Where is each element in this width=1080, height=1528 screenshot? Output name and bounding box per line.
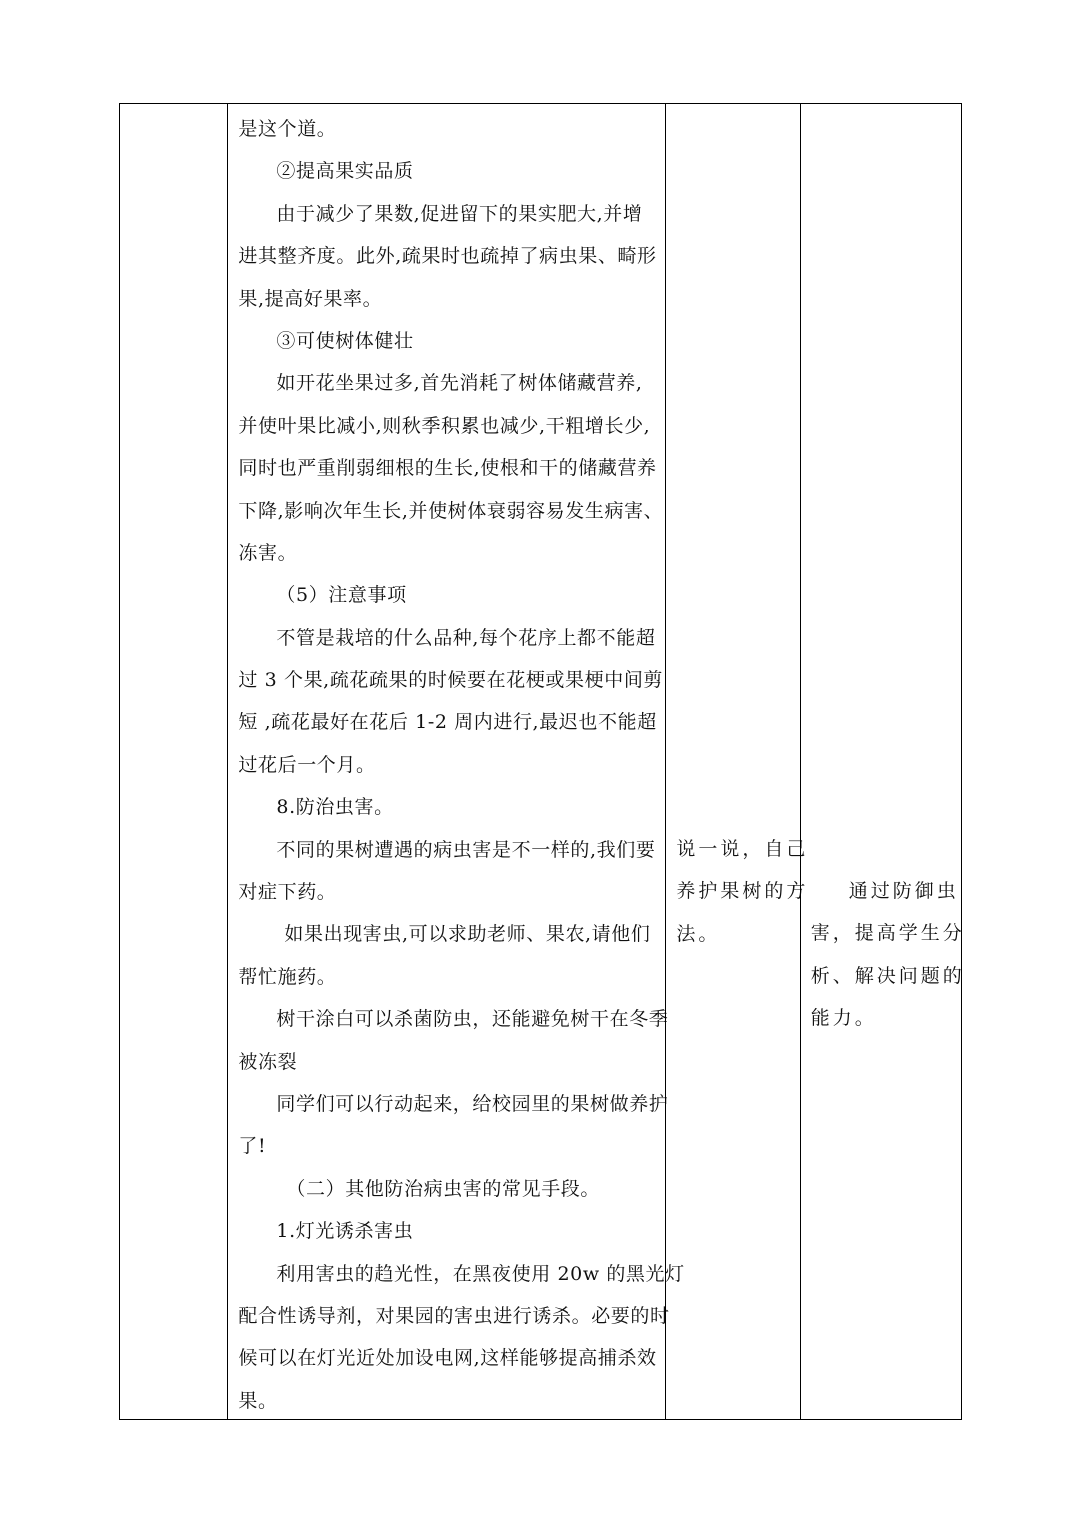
table-column-activity <box>665 104 809 1419</box>
table-column-intent <box>800 104 965 1419</box>
text-line: 候可以在灯光近处加设电网,这样能够提高捕杀效 <box>238 1347 657 1370</box>
text-line: 并使叶果比减小,则秋季积累也减少,干粗增长少, <box>238 414 651 437</box>
text-line: ②提高果实品质 <box>276 160 414 183</box>
text-line: （5）注意事项 <box>276 584 407 607</box>
text-line: 害，提高学生分 <box>810 922 965 945</box>
text-line: 1.灯光诱杀害虫 <box>276 1220 414 1243</box>
text-line: 过花后一个月。 <box>238 753 376 776</box>
activity-text <box>676 828 808 955</box>
text-line: 对症下药。 <box>238 881 337 904</box>
text-line: 同时也严重削弱细根的生长,使根和干的储藏营养 <box>238 457 657 480</box>
text-line: 果。 <box>238 1389 278 1412</box>
text-line: 冻害。 <box>238 541 298 564</box>
text-line: 了! <box>238 1135 267 1158</box>
text-line: 下降,影响次年生长,并使树体衰弱容易发生病害、 <box>238 499 664 522</box>
text-line: 法。 <box>676 922 721 945</box>
text-line: 如果出现害虫,可以求助老师、果农,请他们 <box>284 923 651 946</box>
text-line: 析、解决问题的 <box>810 964 965 987</box>
text-line: 被冻裂 <box>238 1050 298 1073</box>
text-line: ③可使树体健壮 <box>276 329 414 352</box>
text-line: 同学们可以行动起来，给校园里的果树做养护 <box>276 1092 669 1115</box>
text-line: 短 ,疏花最好在花后 1-2 周内进行,最迟也不能超 <box>238 711 657 734</box>
lesson-plan-table <box>119 103 965 1420</box>
text-line: （二）其他防治病虫害的常见手段。 <box>286 1177 601 1200</box>
text-line: 能力。 <box>810 1007 877 1030</box>
text-line: 帮忙施药。 <box>238 965 337 988</box>
intent-text <box>811 870 965 1040</box>
text-line: 说一说，自己 <box>676 838 809 860</box>
text-line: 配合性诱导剂，对果园的害虫进行诱杀。必要的时 <box>238 1304 670 1327</box>
text-line: 通过防御虫 <box>848 880 959 902</box>
text-line: 养护果树的方 <box>676 880 809 903</box>
text-line: 进其整齐度。此外,疏果时也疏掉了病虫果、畸形 <box>238 245 657 268</box>
text-line: 果,提高好果率。 <box>238 287 383 310</box>
text-line: 如开花坐果过多,首先消耗了树体储藏营养, <box>276 372 643 395</box>
text-line: 不同的果树遭遇的病虫害是不一样的,我们要 <box>276 838 656 861</box>
text-line: 过 3 个果,疏花疏果的时候要在花梗或果梗中间剪 <box>238 669 664 692</box>
text-line: 利用害虫的趋光性，在黑夜使用 20w 的黑光灯 <box>276 1262 685 1285</box>
text-line: 树干涂白可以杀菌防虫，还能避免树干在冬季 <box>276 1008 669 1031</box>
table-column-blank <box>120 104 227 1419</box>
text-line: 是这个道。 <box>238 118 337 140</box>
table-column-content <box>227 104 685 1419</box>
text-line: 8.防治虫害。 <box>276 796 394 819</box>
text-line: 由于减少了果数,促进留下的果实肥大,并增 <box>276 202 643 225</box>
text-line: 不管是栽培的什么品种,每个花序上都不能超 <box>276 626 656 649</box>
